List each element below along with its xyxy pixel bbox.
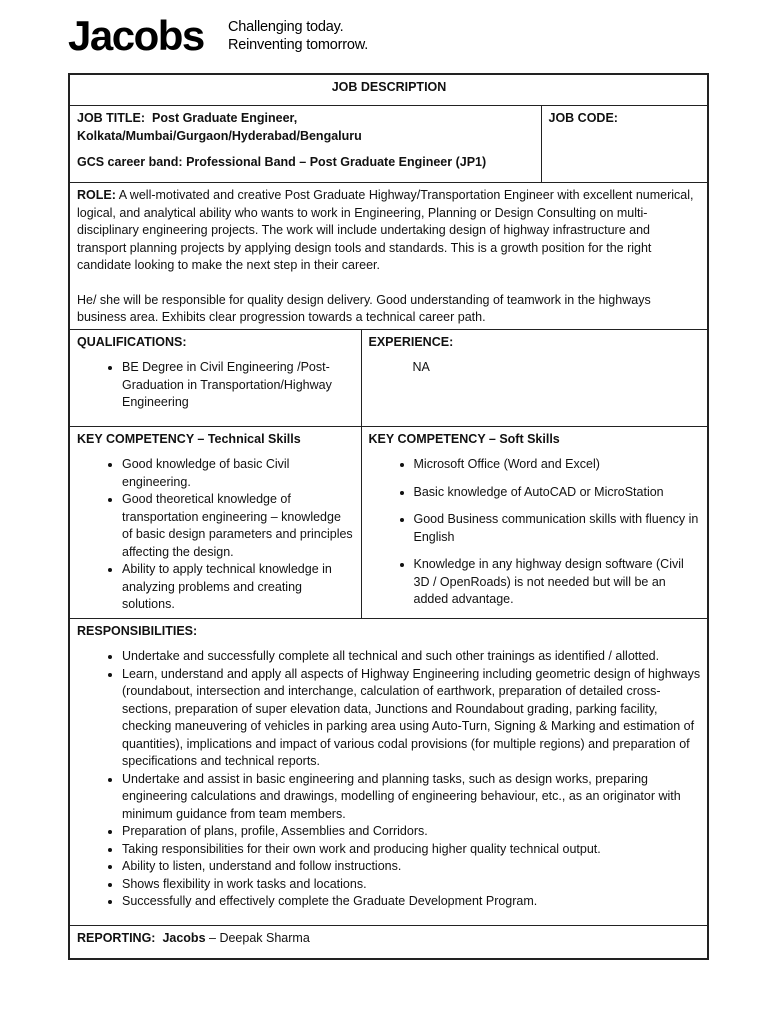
experience-label: EXPERIENCE:	[368, 334, 454, 349]
list-item: • BE Degree in Civil Engineering /Post-Graduation in Transportation/Highway Engineering	[122, 359, 355, 412]
tagline	[228, 18, 368, 54]
list-item: • Knowledge in any highway design software (Civil 3D / OpenRoads) is not needed but will be an added advantage.	[414, 556, 702, 609]
role-cell	[69, 183, 708, 330]
soft-skills-cell	[361, 426, 708, 618]
list-item: • Basic knowledge of AutoCAD or MicroStation	[414, 484, 702, 502]
job-description-table	[68, 73, 709, 960]
reporting-person: Deepak Sharma	[219, 930, 310, 945]
role-label: ROLE:	[77, 188, 116, 202]
responsibilities-cell	[69, 618, 708, 925]
list-item: • Successfully and effectively complete the Graduate Development Program.	[122, 893, 701, 911]
technical-skills-label: KEY COMPETENCY – Technical Skills	[77, 431, 301, 446]
reporting-company: Jacobs	[162, 930, 206, 945]
job-title-cell	[69, 106, 541, 183]
career-band: GCS career band: Professional Band – Post Graduate Engineer (JP1)	[77, 155, 487, 169]
list-item: • Undertake and assist in basic engineering and planning tasks, such as design works, preparing engineering calculations and drawings, modelling of engineering behaviour, etc., as an originator with minimum guidance from team members.	[122, 771, 701, 824]
responsibilities-list	[77, 648, 701, 911]
list-item: • Undertake and successfully complete all technical and such other trainings as identified / allotted.	[122, 648, 701, 666]
experience-cell	[361, 329, 708, 426]
list-item: • Preparation of plans, profile, Assemblies and Corridors.	[122, 823, 701, 841]
jacobs-logo: Jacobs	[68, 12, 204, 59]
list-item: • Shows flexibility in work tasks and locations.	[122, 876, 701, 894]
job-title-label: JOB TITLE:	[77, 111, 146, 125]
document-title: JOB DESCRIPTION	[69, 74, 708, 106]
page-header	[68, 14, 708, 64]
tagline-line-2: Reinventing tomorrow.	[228, 37, 369, 53]
list-item: • Good Business communication skills with fluency in English	[414, 511, 702, 546]
qualifications-list	[77, 359, 355, 412]
list-item: • Ability to listen, understand and follow instructions.	[122, 858, 701, 876]
list-item: • Taking responsibilities for their own work and producing higher quality technical output.	[122, 841, 701, 859]
role-text-1: A well-motivated and creative Post Graduate Highway/Transportation Engineer with excellent numerical, logical, and analytical ability who wants to work in Engineering, Planning or Design Consulting on multi-disciplinary engineering projects. The work will include undertaking design of highway infrastructure and transport planning projects by applying design tools and standards. This is a growth position for the right candidate looking to make the next step in their career.	[77, 188, 694, 272]
technical-skills-cell	[69, 426, 361, 618]
qualifications-cell	[69, 329, 361, 426]
responsibilities-label: RESPONSIBILITIES:	[77, 623, 198, 638]
list-item: • Learn, understand and apply all aspects of Highway Engineering including geometric design of highways (roundabout, intersection and interchange, calculation of earthwork, preparation of detailed cross-sections, preparation of super elevation data, Junctions and Roundabout grading, parking facility, checking maneuvering of vehicles in parking area using Auto-Turn, Signing & Marking and estimation of quantities), implications and impact of various codal provisions (for multiple regions) and preparation of specifications and technical reports.	[122, 666, 701, 771]
list-item: • Microsoft Office (Word and Excel)	[414, 456, 702, 474]
list-item: • Good theoretical knowledge of transportation engineering – knowledge of basic design parameters and principles affecting the design.	[122, 491, 355, 561]
job-code-cell: JOB CODE:	[541, 106, 708, 183]
list-item: • Good knowledge of basic Civil engineering.	[122, 456, 355, 491]
reporting-label: REPORTING:	[77, 930, 156, 945]
job-title-value-1: Post Graduate Engineer,	[152, 111, 298, 125]
soft-skills-list	[369, 456, 702, 609]
job-title	[77, 110, 535, 145]
qualifications-label: QUALIFICATIONS:	[77, 334, 187, 349]
list-item: • Ability to apply technical knowledge in analyzing problems and creating solutions.	[122, 561, 355, 614]
soft-skills-label: KEY COMPETENCY – Soft Skills	[368, 431, 560, 446]
experience-value: NA	[412, 360, 430, 374]
reporting-cell	[69, 925, 708, 959]
job-title-value-2: Kolkata/Mumbai/Gurgaon/Hyderabad/Bengaluru	[77, 128, 362, 143]
role-paragraph-1	[77, 187, 701, 275]
tagline-line-1: Challenging today.	[228, 19, 344, 35]
role-paragraph-2: He/ she will be responsible for quality design delivery. Good understanding of teamwork in the highways business area. Exhibits clear progression towards a technical career path.	[77, 292, 651, 324]
reporting-separator: –	[209, 930, 216, 945]
technical-skills-list	[77, 456, 355, 614]
